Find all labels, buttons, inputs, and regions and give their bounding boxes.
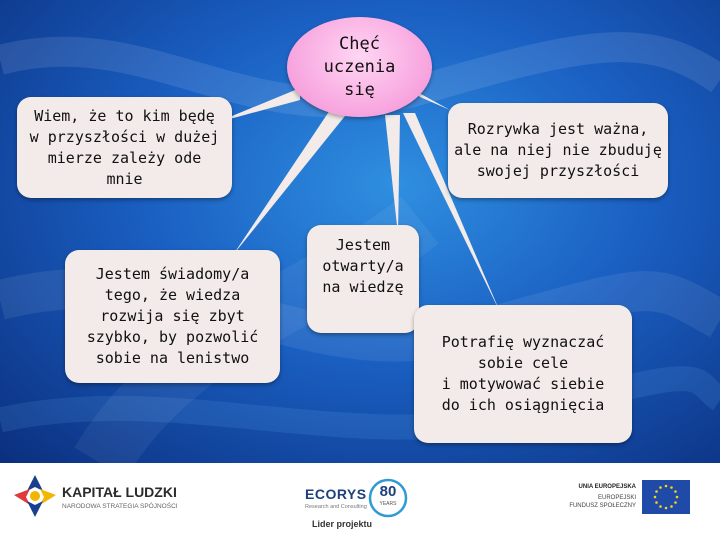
ecorys-years-label: YEARS (379, 501, 397, 507)
eu-flag-icon (642, 480, 690, 514)
kapital-ludzki-logo-icon (12, 473, 58, 519)
leader-label: Lider projektu (312, 519, 373, 529)
box-bottom-right-text: Potrafię wyznaczać sobie cele i motywować siebie do ich osiągnięcia (441, 333, 605, 414)
box-bottom-left-text: Jestem świadomy/a tego, że wiedza rozwija się zbyt szybko, by pozwolić sobie na lenistwo (86, 265, 259, 367)
eu-line2: EUROPEJSKI (597, 495, 636, 501)
box-top-left (17, 97, 232, 198)
box-bottom-left (65, 250, 280, 383)
ecorys-subtitle: Research and Consulting (305, 504, 367, 510)
box-middle (307, 225, 419, 333)
box-middle-text: Jestem otwarty/a na wiedzę (322, 236, 404, 296)
kl-subtitle: NARODOWA STRATEGIA SPÓJNOŚCI (62, 503, 178, 510)
connector-middle (385, 115, 400, 235)
ecorys-years-number: 80 (379, 483, 397, 500)
center-label: Chęć uczenia się (323, 33, 396, 100)
box-top-left-text: Wiem, że to kim będę w przyszłości w dużej mierze zależy ode mnie (29, 106, 220, 188)
box-top-right (448, 103, 668, 198)
box-top-right-text: Rozrywka jest ważna, ale na niej nie zbuduję swojej przyszłości (454, 120, 662, 180)
kl-title: KAPITAŁ LUDZKI (62, 484, 177, 500)
eu-line1: UNIA EUROPEJSKA (578, 484, 636, 490)
eu-line3: FUNDUSZ SPOŁECZNY (569, 503, 636, 509)
box-bottom-right (414, 305, 632, 443)
footer (0, 463, 720, 540)
center-node (287, 17, 432, 117)
ecorys-name: ECORYS (305, 486, 367, 502)
